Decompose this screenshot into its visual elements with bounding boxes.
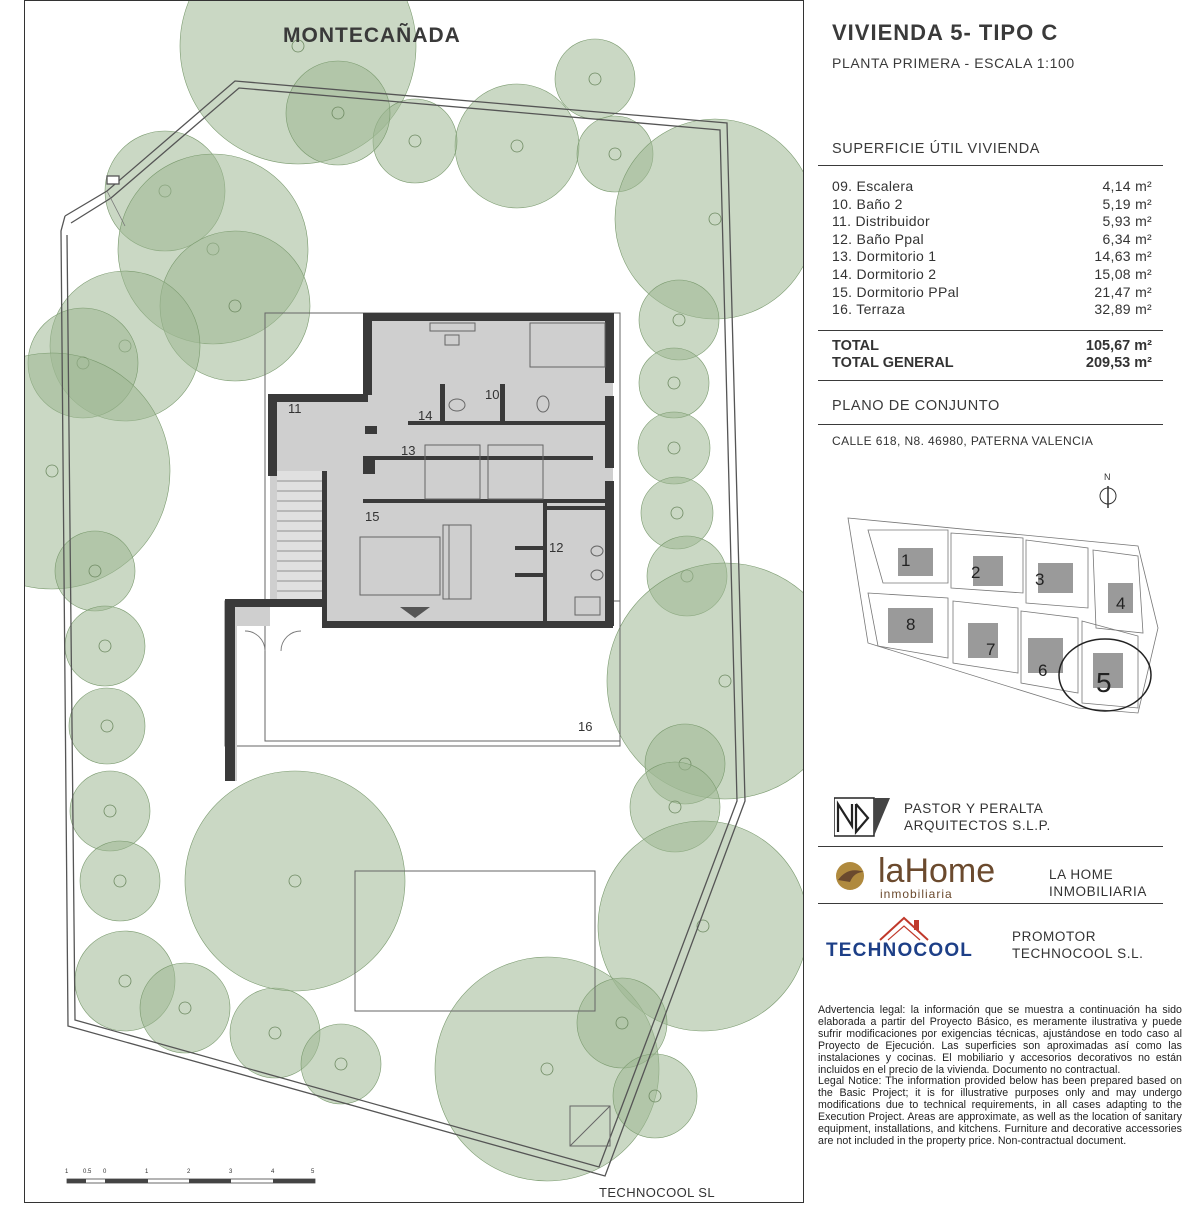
promotor [1012, 928, 1144, 962]
total-row [832, 338, 1152, 355]
address: CALLE 618, N8. 46980, PATERNA VALENCIA [832, 434, 1094, 448]
scale-tick-label: 4 [271, 1169, 275, 1175]
divider [818, 903, 1163, 904]
area-name: 16. Terraza [832, 301, 906, 318]
area-name: 10. Baño 2 [832, 195, 903, 212]
area-value: 32,89 m² [1094, 301, 1152, 318]
area-row [832, 231, 1152, 249]
pastor-peralta-logo [834, 796, 894, 838]
promotor-line: TECHNOCOOL S.L. [1012, 946, 1144, 961]
tree-canopy [286, 61, 390, 165]
plot-number: 8 [906, 615, 916, 634]
area-value: 4,14 m² [1102, 178, 1152, 194]
tree-canopy [639, 280, 719, 360]
tree-canopy [301, 1024, 381, 1104]
tree-canopy [185, 771, 405, 991]
area-value: 5,93 m² [1102, 213, 1152, 230]
tree-canopy [69, 688, 145, 764]
scale-bar [65, 1169, 315, 1183]
tree-canopy [455, 84, 579, 208]
tree-canopy [639, 348, 709, 418]
tree-canopy [70, 771, 150, 851]
legal-notice [818, 1005, 1182, 1148]
tree-canopy [65, 606, 145, 686]
legal-notice-es: Advertencia legal: la información que se muestra a continuación ha sido elaborada a partir del Proyecto Básico, es meramente ilustrativa y puede sufrir modificaciones por exigencias técnicas, ajustándose en todo caso al Proyecto de Ejecución. Las superficies son aproximadas así como las instalaciones y cocinas. El mobiliario y accesorios decorativos no están incluidos en el precio de la vivienda. Documento no contractual. [818, 1004, 1182, 1076]
divider [818, 424, 1163, 425]
lahome-line: LA HOME [1049, 867, 1114, 882]
plan-drawing [25, 1, 804, 1203]
totals [832, 338, 1152, 372]
tree-canopy [555, 39, 635, 119]
area-name: 13. Dormitorio 1 [832, 248, 937, 265]
divider [818, 846, 1163, 847]
unit-title: VIVIENDA 5- TIPO C [832, 20, 1059, 45]
tree-canopy [140, 963, 230, 1053]
tree-canopy [638, 412, 710, 484]
area-row [832, 284, 1152, 302]
scale-tick-label: 2 [187, 1169, 191, 1175]
floor-plan [24, 0, 804, 1203]
area-table [832, 178, 1152, 319]
room-number: 11 [288, 401, 302, 416]
info-panel [818, 0, 1200, 1205]
plot-number: 2 [971, 563, 981, 582]
area-row [832, 196, 1152, 214]
total-general-value: 209,53 m² [1085, 355, 1152, 371]
scale-tick-label: 1 [65, 1169, 69, 1175]
promotor-line: PROMOTOR [1012, 929, 1097, 944]
architect-line: ARQUITECTOS S.L.P. [904, 818, 1051, 833]
architect-line: PASTOR Y PERALTA [904, 801, 1044, 816]
room-number: 15 [365, 509, 380, 524]
overview-heading: PLANO DE CONJUNTO [832, 398, 1000, 414]
area-row [832, 178, 1152, 196]
scale-tick-label: 3 [229, 1169, 233, 1175]
area-name: 11. Distribuidor [832, 213, 930, 230]
legal-notice-en: Legal Notice: The information provided below has been prepared based on the Basic Project; it is for illustrative purposes only and may undergo modifications due to technical requirements, in all cases adapting to the Execution Project. Areas are approximate, as well as the location of sanitary equipment, installations, and kitchens. Furniture and decorative accessories are not included in the property price. Non-contractual document. [818, 1075, 1182, 1147]
lahome-wordmark [878, 852, 995, 891]
plot-number: 3 [1035, 570, 1045, 589]
technocool-roof-icon [874, 912, 934, 942]
area-name: 14. Dormitorio 2 [832, 265, 937, 282]
plot-number: 6 [1038, 661, 1048, 680]
room-number: 12 [549, 540, 564, 555]
area-row [832, 248, 1152, 266]
footer-company: TECHNOCOOL SL [599, 1185, 715, 1200]
tree-canopy [55, 531, 135, 611]
plot-number: 7 [986, 640, 996, 659]
scale-tick-label: 1 [145, 1169, 149, 1175]
divider [818, 380, 1163, 381]
plot-number: 4 [1116, 594, 1126, 613]
area-value: 6,34 m² [1102, 230, 1152, 247]
plot-number-highlighted: 5 [1096, 667, 1112, 698]
area-value: 14,63 m² [1094, 248, 1152, 265]
lahome-sub: inmobiliaria [880, 887, 953, 901]
site-overview-map [838, 468, 1188, 748]
architect-name [904, 800, 1051, 834]
unit-subtitle: PLANTA PRIMERA - ESCALA 1:100 [832, 55, 1075, 71]
area-name: 12. Baño Ppal [832, 230, 924, 247]
room-number: 10 [485, 387, 500, 402]
lahome-la: la [878, 852, 905, 890]
scale-tick-label: 0 [103, 1169, 107, 1175]
lahome-line: INMOBILIARIA [1049, 884, 1147, 899]
total-label: TOTAL [832, 338, 879, 354]
room-number: 13 [401, 443, 416, 458]
area-row [832, 266, 1152, 284]
total-general-label: TOTAL GENERAL [832, 355, 954, 371]
area-name: 15. Dormitorio PPal [832, 283, 960, 300]
room-number: 16 [578, 719, 593, 734]
divider [818, 165, 1163, 166]
project-name: MONTECAÑADA [283, 24, 461, 47]
lahome-logo-icon [832, 860, 872, 892]
lahome-home: Home [904, 852, 996, 890]
scale-tick-label: 5 [311, 1169, 315, 1175]
room-number: 14 [418, 408, 433, 423]
technocool-wordmark: TECHNOCOOL [826, 940, 974, 961]
plot-number: 1 [901, 551, 911, 570]
lahome-name [1049, 866, 1147, 900]
scale-tick-label: 0.5 [83, 1169, 92, 1175]
svg-text:N: N [1104, 472, 1111, 482]
area-value: 21,47 m² [1094, 283, 1152, 300]
north-arrow [1100, 472, 1116, 508]
divider [818, 330, 1163, 331]
area-value: 15,08 m² [1094, 265, 1152, 282]
area-value: 5,19 m² [1102, 195, 1152, 212]
tree-canopy [615, 119, 804, 319]
area-row [832, 213, 1152, 231]
total-value: 105,67 m² [1085, 338, 1152, 354]
area-row [832, 301, 1152, 319]
areas-heading: SUPERFICIE ÚTIL VIVIENDA [832, 141, 1041, 157]
tree-canopy [80, 841, 160, 921]
total-general-row [832, 355, 1152, 372]
area-name: 09. Escalera [832, 178, 914, 194]
